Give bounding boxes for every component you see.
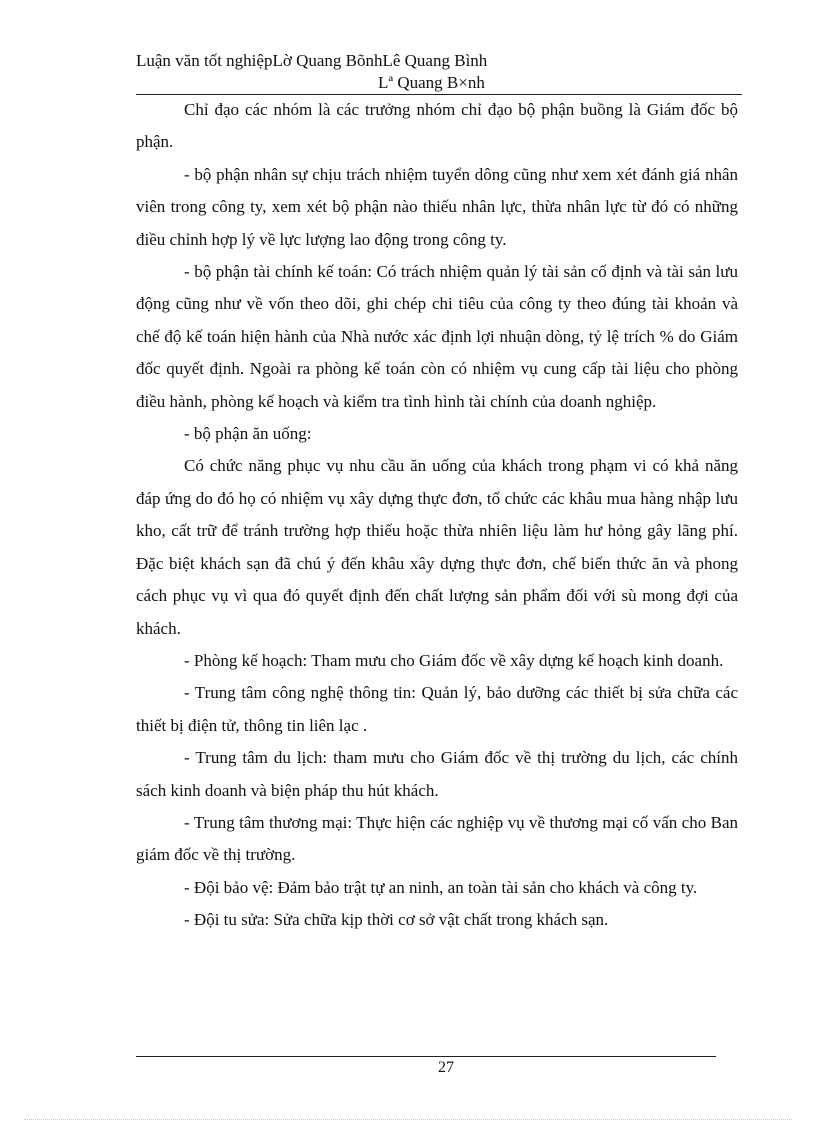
document-body [136,94,738,937]
paragraph: - Đội tu sửa: Sửa chữa kịp thời cơ sở vật chất trong khách sạn. [184,910,609,930]
footer-divider [136,1056,716,1057]
paragraph: - bộ phận tài chính kế toán: Có trách nhiệm quản lý tài sản cố định và tài sản lưu động cũng như về vốn theo dõi, ghi chép chi tiêu của công ty theo đúng tài khoản và chế độ kế toán hiện hành của Nhà nước xác định lợi nhuận dòng, tỷ lệ trích % do Giám đốc quyết định. Ngoài ra phòng kế toán còn có nhiệm vụ cung cấp tài liệu cho phòng điều hành, phòng kế hoạch và kiểm tra tình hình tài chính của doanh nghiệp. [136,262,738,411]
paragraph: - Trung tâm công nghệ thông tin: Quản lý, bảo dưỡng các thiết bị sửa chữa các thiết bị điện tử, thông tin liên lạc . [136,683,738,735]
paragraph: - Đội bảo vệ: Đảm bảo trật tự an ninh, an toàn tài sản cho khách và công ty. [184,877,698,897]
header-author: Lª Quang B×nh [378,73,485,92]
paragraph: Có chức năng phục vụ nhu cầu ăn uống của khách trong phạm vi có khả năng đáp ứng do đó họ có nhiệm vụ xây dựng thực đơn, tổ chức các khâu mua hàng nhập lưu kho, cất trữ để tránh trường hợp thiếu hoặc thừa nhiên liệu làm hư hỏng gây lãng phí. Đặc biệt khách sạn đã chú ý đến khâu xây dựng thực đơn, chế biến thức ăn và phong cách phục vụ vì qua đó quyết định đến chất lượng sản phẩm đối với sù mong đợi của khách. [136,456,738,638]
paragraph: Chỉ đạo các nhóm là các trưởng nhóm chỉ đạo bộ phận buồng là Giám đốc bộ phận. [136,100,738,152]
paragraph: - Phòng kế hoạch: Tham mưu cho Giám đốc về xây dựng kế hoạch kinh doanh. [184,650,724,670]
paragraph: - bộ phận nhân sự chịu trách nhiệm tuyển dông cũng như xem xét đánh giá nhân viên trong công ty, xem xét bộ phận nào thiếu nhân lực, thừa nhân lực từ đó có những điều chỉnh hợp lý về lực lượng lao động trong công ty. [136,164,738,249]
page-header [136,50,742,94]
page-edge-divider [24,1119,792,1120]
paragraph: - Trung tâm du lịch: tham mưu cho Giám đốc về thị trường du lịch, các chính sách kinh doanh và biện pháp thu hút khách. [136,748,738,800]
header-title: Luận văn tốt nghiệpLờ Quang BõnhLê Quang Bình [136,51,488,70]
page-number: 27 [438,1059,454,1076]
paragraph: - bộ phận ăn uống: [184,424,312,444]
paragraph: - Trung tâm thương mại: Thực hiện các nghiệp vụ về thương mại cố vấn cho Ban giám đốc về thị trường. [136,812,738,865]
